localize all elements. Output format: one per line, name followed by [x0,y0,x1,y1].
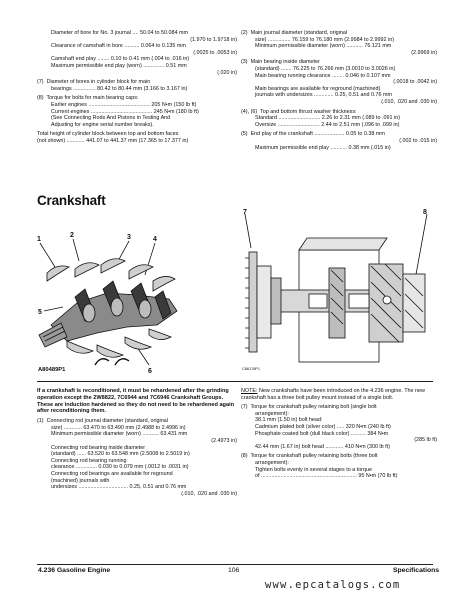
spec-line: Phosphate coated bolt (dull black color) .......... 384 N•m [255,430,389,437]
spec-line: Main bearing running clearance ........ 0.046 to 0.107 mm [255,72,391,79]
spec-line: of ................................................................ 95 N•m (70 lb ft) [255,473,398,480]
section-title: Crankshaft [37,193,106,208]
spec-line: (.0018 to .0042 in) [393,79,437,86]
note-label: NOTE: [241,388,258,394]
section-divider [37,381,433,382]
spec-line: (.010, .020 and .030 in) [381,98,437,105]
spec-line: Standard ............................ 2.26 to 2.31 mm (.089 to .091 in) [255,115,401,122]
spec-line: arrangement): [255,459,289,466]
spec-line: Minimum permissible diameter (worn) ........... 63.431 mm [51,431,188,438]
watermark: www.epcatalogs.com [265,579,401,591]
spec-line: (8) Torque for bolts for main bearing caps: [37,95,139,102]
spec-line: Camshaft end play ........ 0.10 to 0.41 mm (.004 to .016 in) [51,56,190,63]
spec-line: Diameter of bore for No. 3 journal .... 50.04 to 50.084 mm [51,30,188,36]
new-crankshaft-note [241,388,437,401]
spec-line: bearings ............... 80.42 to 80.44 mm (3.166 to 3.167 in) [51,85,188,92]
note-text: New crankshafts have been introduced on the 4.236 engine. The new crankshaft has a three bolt pulley mount instead of a single bolt. [241,388,427,401]
callout-4: 4 [153,236,157,243]
spec-line: (3) Main bearing inside diameter [241,59,320,66]
callout-6: 6 [148,368,152,375]
spec-line: (standard) ...... 63.520 to 63.548 mm (2.5008 to 2.5019 in) [51,451,190,458]
spec-line: Earlier engines ......................................... 205 N•m (150 lb ft) [51,101,197,108]
spec-line: (1) Connecting rod journal diameter (standard, original [37,418,168,425]
spec-line: Connecting rod bearing running [51,457,127,464]
callout-7: 7 [243,209,247,216]
spec-column-right-top [241,30,437,151]
spec-line: (1.970 to 1.9718 in) [190,36,237,43]
spec-line: journals with undersizes ............. 0.25, 0.51 and 0.76 mm [255,92,392,99]
spec-line: (.002 to .015 in) [399,137,437,144]
spec-line: (8) Torque for crankshaft pulley retaining bolts (three bolt [241,453,378,460]
spec-line: (2.4973 in) [211,437,237,444]
footer-divider [37,564,433,565]
spec-line: Connecting rod bearings are available for reground [51,470,173,477]
pulley-section-illustration [237,208,433,376]
callout-2: 2 [70,232,74,239]
spec-line: Cadmium plated bolt (silver color) ..... 320 N•m (240 lb ft) [255,423,391,430]
spec-line: (5) End play of the crankshaft .................... 0.05 to 0.38 mm [241,131,385,138]
page-number: 106 [228,567,240,574]
footer-engine-title: 4.236 Gasoline Engine [38,567,111,574]
spec-line: Clearance of camshaft in bore .......... 0.064 to 0.135 mm [51,43,186,50]
callout-5: 5 [38,309,42,316]
spec-line: Adjusting for engine serial number breaks). [51,121,154,128]
crankshaft-illustration [37,215,187,380]
spec-line: arrangement): [255,410,289,417]
callout-8: 8 [423,209,427,216]
rehardening-warning: If a crankshaft is reconditioned, it must be rehardened after the grinding operation except the 2W8822, 7C6944 and 7C6946 Crankshaft Groups. These are induction hardened so they do not need to be rehardened again after reconditioning them. [37,388,236,415]
spec-line: (standard) ....... 76.225 to 76.266 mm (3.0010 to 3.0026 in) [255,65,396,72]
spec-column-left-bottom [37,388,237,497]
spec-line: Total height of cylinder block between top and bottom faces [37,131,179,138]
spec-line: 38.1 mm (1.50 in) bolt head: [255,417,323,424]
figure-caption-right: C86176P1 [242,367,260,371]
spec-line: size) ............... 76.159 to 76.180 mm (2.9984 to 2.9992 in) [255,36,395,43]
spec-line: 42.44 mm (1.67 in) bolt head ............ 410 N•m (300 lb ft) [255,443,390,450]
spec-line: Current engines ......................................... 245 N•m (180 lb ft) [51,108,199,115]
spec-line: (7) Diameter of bores in cylinder block for main [37,79,151,86]
spec-line: (.0025 to .0053 in) [193,49,237,56]
callout-3: 3 [127,234,131,241]
spec-column-right-bottom [241,388,437,480]
figure-caption-left: A80489P1 [38,367,66,373]
spec-column-left-top [37,30,237,145]
spec-line: undersizes ................................. 0.25, 0.51 and 0.76 mm [51,484,187,491]
spec-line: clearance .............. 0.030 to 0.079 mm (.0012 to .0031 in) [51,464,189,471]
spec-line: Maximum permissible end play (worn) .............. 0.51 mm [51,62,187,69]
spec-line: (285 lb ft) [414,437,437,444]
spec-line: Main bearings are available for reground (machined) [255,85,381,92]
spec-line: (See Connecting Rods And Pistons in Testing And [51,115,171,122]
spec-line: Maximum permissible end play ........... 0.38 mm (.015 in) [255,144,391,151]
spec-line: Minimum permissible diameter (worn) ........... 76.121 mm [255,43,392,50]
callout-1: 1 [37,236,41,243]
footer-section-name: Specifications [393,567,440,574]
spec-line: Connecting rod bearing inside diameter [51,444,146,451]
spec-line: Oversize ............................ 2.44 to 2.51 mm (.096 to .099 in) [255,121,400,128]
spec-line: (not shown) ............ 441.07 to 441.37 mm (17.365 to 17.377 in) [37,137,189,144]
spec-line: (4), (6) Top and bottom thrust washer thickness: [241,108,357,115]
spec-line: (.020 in) [217,69,237,76]
spec-line: Tighten bolts evenly in several stages to a torque [255,466,372,473]
spec-line: (2.9969 in) [411,49,437,56]
spec-line: (2) Main journal diameter (standard, original [241,30,348,36]
spec-line: size) ............ 63.470 to 63.490 mm (2.4988 to 2.4996 in) [51,424,186,431]
spec-line: (machined) journals with [51,477,110,484]
spec-line: (.010, .020 and .030 in) [181,490,237,497]
spec-line: (7) Torque for crankshaft pulley retaining bolt (single bolt [241,404,377,411]
